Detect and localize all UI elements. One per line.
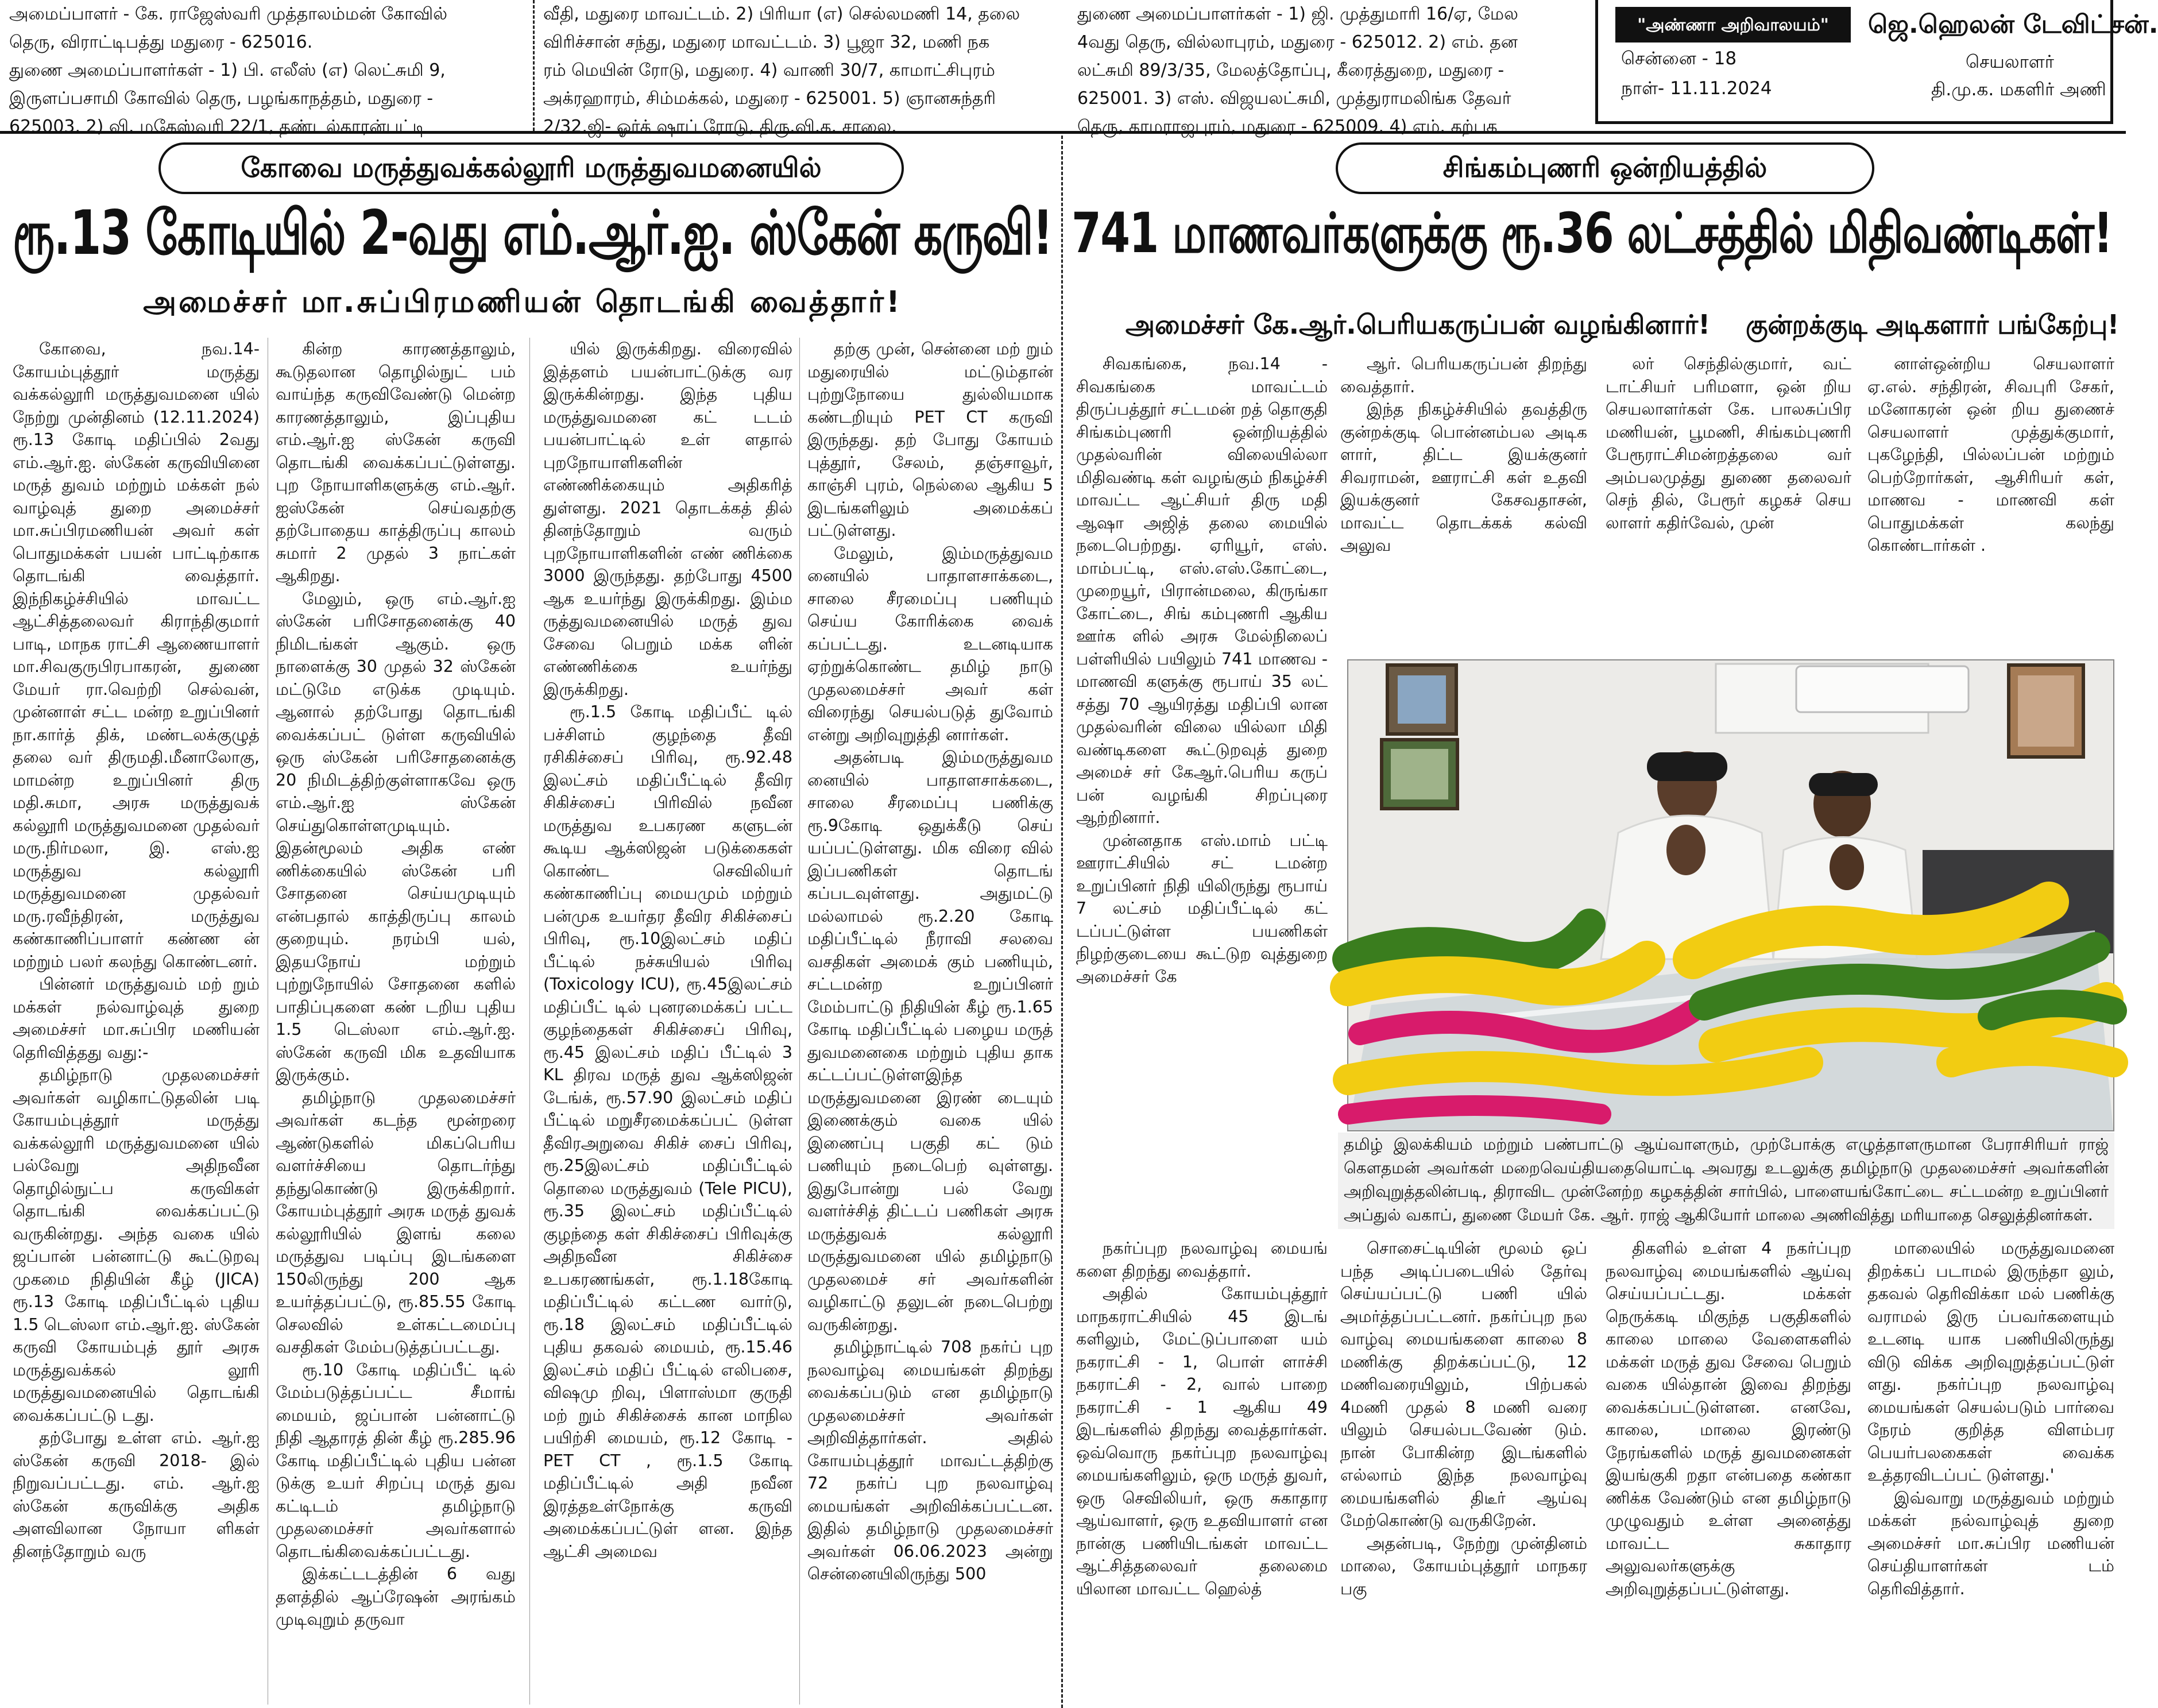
right-col-4 (1867, 353, 2114, 631)
right-subhead-a: அமைச்சர் கே.ஆர்.பெரியகருப்பன் வழங்கினார்! (1125, 309, 1711, 340)
article-paragraph: இந்த நிகழ்ச்சியில் தவத்திரு குன்றக்குடி பொன்னம்பல அடிக ளார், திட்ட இயக்குனர் சிவராமன், ஊராட்சி கள் உதவி இயக்குனர் கேசவதாசன், மாவட்ட தொடக்கக் கல்வி அலுவ (1340, 400, 1587, 555)
article-paragraph: நகர்ப்புற நலவாழ்வு மையங் களை திறந்து வைத்தார். (1076, 1239, 1328, 1281)
article-paragraph: திகளில் உள்ள 4 நகர்ப்புற நலவாழ்வு மையங்களில் ஆய்வு செய்யப்பட்டது. மக்கள் நெருக்கடி மிகுந்த பகுதிகளில் காலை மாலை வேளைகளில் மக்கள் மருத் துவ சேவை பெறும் வகை யில்தான் இவை திறந்து வைக்கப்பட்டுள்ளன. எனவே, காலை, மாலை இரண்டு நேரங்களில் மருத் துவமனைகள் இயங்குகி றதா என்பதை கண்கா ணிக்க வேண்டும் என தமிழ்நாடு முழுவதும் உள்ள அனைத்து மாவட்ட சுகாதார அலுவலர்களுக்கு அறிவுறுத்தப்பட்டுள்ளது. (1606, 1239, 1851, 1598)
right-bottom-col-3 (1606, 1237, 1851, 1700)
article-paragraph: தற்கு முன், சென்னை மற் றும் மதுரையில் மட்டும்தான் புற்றுநோயை துல்லியமாக கண்டறியும் PET CT கருவி இருந்தது. தற் போது கோயம் புத்தூர், சேலம், தஞ்சாவூர், காஞ்சி புரம், நெல்லை ஆகிய 5 இடங்களிலும் அமைக்கப் பட்டுள்ளது. (807, 339, 1053, 540)
top-col-1 (9, 0, 515, 137)
text-line: 625003. 2) வி. மகேஸ்வரி 22/1, தண்டல்காரன்பட்டி (9, 117, 427, 137)
article-paragraph: பின்னர் மருத்துவம் மற் றும் மக்கள் நல்வாழ்வுத் துறை அமைச்சர் மா.சுப்பிர மணியன் தெரிவித்தது வது:- (13, 975, 260, 1062)
article-paragraph: மேலும், ஒரு எம்.ஆர்.ஐ ஸ்கேன் பரிசோதனைக்கு 40 நிமிடங்கள் ஆகும். ஒரு நாளைக்கு 30 முதல் 32 ஸ்கேன் மட்டுமே எடுக்க முடியும். ஆனால் தற்போது தொடங்கி வைக்கப்பட் டுள்ள கருவியில் ஒரு ஸ்கேன் பரிசோதனைக்கு 20 நிமிடத்திற்குள்ளாகவே ஒரு எம்.ஆர்.ஐ ஸ்கேன் செய்துகொள்ளமுடியும். இதன்மூலம் அதிக எண் ணிக்கையில் ஸ்கேன் பரி சோதனை செய்யமுடியும் என்பதால் காத்திருப்பு காலம் குறையும். நரம்பி யல், இதயநோய் மற்றும் புற்றுநோயில் சோதனை களில் பாதிப்புகளை கண் டறிய புதிய 1.5 டெஸ்லா எம்.ஆர்.ஐ. ஸ்கேன் கருவி மிக உதவியாக இருக்கும். (276, 589, 516, 1084)
text-line: 4வது தெரு, வில்லாபுரம், மதுரை - 625012. 2) எம். தன (1077, 32, 1518, 52)
text-line: அக்ரஹாரம், சிம்மக்கல், மதுரை - 625001. 5) ஞானசுந்தரி (543, 88, 996, 109)
article-paragraph: அதன்படி இம்மருத்துவம னையில் பாதாளசாக்கடை, சாலை சீரமைப்பு பணிக்கு ரூ.9கோடி ஒதுக்கீடு செய் யப்பட்டுள்ளது. மிக விரை வில் இப்பணிகள் தொடங் கப்படவுள்ளது. அதுமட்டு மல்லாமல் ரூ.2.20 கோடி மதிப்பீட்டில் நீராவி சலவை வசதிகள் அமைக் கும் பணியும், சட்டமன்ற உறுப்பினர் மேம்பாட்டு நிதியின் கீழ் ரூ.1.65 கோடி மதிப்பீட்டில் பழைய மருத் துவமனைகை மற்றும் புதிய தாக கட்டப்பட்டுள்ளஇந்த மருத்துவமனை இரண் டையும் இணைக்கும் வகை யில் இணைப்பு பகுதி கட் டும் பணியும் நடைபெற் வுள்ளது. இதுபோன்று பல் வேறு வளர்ச்சித் திட்டப் பணிகள் அரசு மருத்துவக் கல்லூரி மருத்துவமனை யில் தமிழ்நாடு முதலமைச் சர் அவர்களின் வழிகாட்டு தலுடன் நடைபெற்று வருகின்றது. (807, 748, 1053, 1334)
article-paragraph: யில் இருக்கிறது. விரைவில் இத்தளம் பயன்பாட்டுக்கு வர இருக்கின்றது. இந்த புதிய மருத்துவமனை கட் டடம் பயன்பாட்டில் உள் ளதால் புறநோயாளிகளின் எண்ணிக்கையும் அதிகரித் துள்ளது. 2021 தொடக்கத் தில் தினந்தோறும் வரும் புறநோயாளிகளின் எண் ணிக்கை 3000 இருந்தது. தற்போது 4500 ஆக உயர்ந்து இருக்கிறது. இம்ம ருத்துவமனையில் மருத் துவ சேவை பெறும் மக்க ளின் எண்ணிக்கை உயர்ந்து இருக்கிறது. (543, 339, 792, 699)
text-line: தெரு, விராட்டிபத்து மதுரை - 625016. (9, 32, 313, 52)
funeral-tribute-photo (1348, 660, 2113, 1130)
article-paragraph: தற்போது உள்ள எம். ஆர்.ஐ ஸ்கேன் கருவி 2018- இல் நிறுவப்பட்டது. எம். ஆர்.ஐ ஸ்கேன் கருவிக்கு அதிக அளவிலான நோயா ளிகள் தினந்தோறும் வரு (13, 1428, 260, 1561)
left-kicker: கோவை மருத்துவக்கல்லூரி மருத்துவமனையில் (158, 142, 904, 194)
section-divider (1061, 136, 1063, 1708)
photo-caption (1338, 1133, 2114, 1229)
box-city: சென்னை - 18 (1621, 48, 1737, 69)
text-line: 2/32.ஜி- ஓர்க் ஷாப் ரோடு, திரு.வி.க. சாலை. (543, 117, 897, 137)
box-name: ஜெ.ஹெலன் டேவிட்சன். (1868, 10, 2158, 39)
article-paragraph: தமிழ்நாடு முதலமைச்சர் அவர்கள் கடந்த மூன்றரை ஆண்டுகளில் மிகப்பெரிய வளர்ச்சியை தொடர்ந்து தந்துகொண்டு இருக்கிறார். கோயம்புத்தூர் அரசு மருத் துவக் கல்லூரியில் இளங் கலை மருத்துவ படிப்பு இடங்களை 150லிருந்து 200 ஆக உயர்த்தப்பட்டு, ரூ.85.55 கோடி செலவில் உள்கட்டமைப்பு வசதிகள் மேம்படுத்தப்பட்டது. (276, 1088, 516, 1357)
top-col-3 (1077, 0, 1583, 137)
article-paragraph: அதில் கோயம்புத்தூர் மாநகராட்சியில் 45 இடங் களிலும், மேட்டுப்பாளை யம் நகராட்சி - 1, பொள் ளாச்சி நகராட்சி - 2, வால் பாறை நகராட்சி - 1 ஆகிய 49 இடங்களில் திறந்து வைத்தார்கள். ஒவ்வொரு நகர்ப்புற நலவாழ்வு மையங்களிலும், ஒரு மருத் துவர், ஒரு செவிலியர், ஒரு சுகாதார ஆய்வாளர், ஒரு உதவியாளர் என நான்கு பணியிடங்கள் மாவட்ட ஆட்சித்தலைவர் தலைமை யிலான மாவட்ட ஹெல்த் (1076, 1284, 1328, 1598)
column-rule (529, 338, 530, 1705)
top-col-2 (543, 0, 1049, 137)
top-strip (0, 0, 2158, 137)
article-paragraph: னாள்ஒன்றிய செயலாளர் ஏ.எல். சந்திரன், சிவபுரி சேகர், மனோகரன் ஒன் றிய துணைச் செயலாளர் முத்துக்குமார், புகழேந்தி, பில்லப்பன் மற்றும் பெற்றோர்கள், ஆசிரியர் கள், மாணவ - மாணவி கள் பொதுமக்கள் கலந்து கொண்டார்கள் . (1867, 354, 2114, 555)
right-subhead-b: குன்றக்குடி அடிகளார் பங்கேற்பு! (1746, 309, 2120, 340)
article-paragraph: தமிழ்நாடு முதலமைச்சர் அவர்கள் வழிகாட்டுதலின் படி கோயம்புத்தூர் மருத்து வக்கல்லூரி மருத்துவமனை யில் பல்வேறு அதிநவீன தொழில்நுட்ப கருவிகள் தொடங்கி வைக்கப்பட்டு வருகின்றது. அந்த வகை யில் ஜப்பான் பன்னாட்டு கூட்டுறவு முகமை நிதியின் கீழ் (JICA) ரூ.13 கோடி மதிப்பீட்டில் புதிய 1.5 டெஸ்லா எம்.ஆர்.ஐ. ஸ்கேன் கருவி கோயம்புத் தூர் அரசு மருத்துவக்கல் லூரி மருத்துவமனையில் தொடங்கி வைக்கப்பட்டு டது. (13, 1065, 260, 1425)
left-col-2 (276, 338, 516, 1700)
text-line: விரிச்சான் சந்து, மதுரை மாவட்டம். 3) பூஜா 32, மணி நக (543, 32, 990, 52)
article-paragraph: ரூ.1.5 கோடி மதிப்பீட் டில் பச்சிளம் குழந்தை தீவி ரசிகிச்சைப் பிரிவு, ரூ.92.48 இலட்சம் மதிப்பீட்டில் தீவிர சிகிச்சைப் பிரிவில் நவீன மருத்துவ உபகரண களுடன் கூடிய ஆக்ஸிஜன் படுக்கைகள் கொண்ட செவிலியர் கண்காணிப்பு மையமும் மற்றும் பன்முக உயர்தர தீவிர சிகிச்சைப் பிரிவு, ரூ.10இலட்சம் மதிப் பீட்டில் நச்சுயியல் பிரிவு (Toxicology ICU), ரூ.45இலட்சம் மதிப்பீட் டில் புனரமைக்கப் பட்ட குழந்தைகள் சிகிச்சைப் பிரிவு, ரூ.45 இலட்சம் மதிப் பீட்டில் 3 KL திரவ மருத் துவ ஆக்ஸிஜன் டேங்க், ரூ.57.90 இலட்சம் மதிப் பீட்டில் மறுசீரமைக்கப்பட் டுள்ள தீவிரஅறுவை சிகிச் சைப் பிரிவு, ரூ.25இலட்சம் மதிப்பீட்டில் தொலை மருத்துவம் (Tele PICU), ரூ.35 இலட்சம் மதிப்பீட்டில் குழந்தை கள் சிகிச்சைப் பிரிவுக்கு அதிநவீன சிகிச்சை உபகரணங்கள், ரூ.1.18கோடி மதிப்பீட்டில் கட்டண வார்டு, ரூ.18 இலட்சம் மதிப்பீட்டில் புதிய தகவல் மையம், ரூ.15.46 இலட்சம் மதிப் பீட்டில் எலிபசை, விஷமு றிவு, பிளாஸ்மா குருதி மற் றும் சிகிச்சைக் கான மாநில பயிற்சி மையம், ரூ.12 கோடி - PET CT , ரூ.1.5 கோடி மதிப்பீட்டில் அதி நவீன இரத்தஉள்நோக்கு கருவி அமைக்கப்பட்டுள் ளன. இந்த ஆட்சி அமைவ (543, 702, 792, 1561)
caption-text: தமிழ் இலக்கியம் மற்றும் பண்பாட்டு ஆய்வாளரும், முற்போக்கு எழுத்தாளருமான பேராசிரியர் ராஜ் கௌதமன் அவர்கள் மறைவெய்தியதையொட்டி அவரது உடலுக்கு தமிழ்நாடு முதலமைச்சர் அவர்களின் அறிவுறுத்தலின்படி, திராவிட முன்னேற்ற கழகத்தின் சார்பில், பாளையங்கோட்டை சட்டமன்ற உறுப்பினர் அப்துல் வகாப், துணை மேயர் கே. ஆர். ராஜ் ஆகியோர் மாலை அணிவித்து மரியாதை செலுத்தினர்கள். (1344, 1135, 2109, 1224)
article-paragraph: தமிழ்நாட்டில் 708 நகர்ப் புற நலவாழ்வு மையங்கள் திறந்து வைக்கப்படும் என தமிழ்நாடு முதலமைச்சர் அவர்கள் அறிவித்தார்கள். அதில் கோயம்புத்தூர் மாவட்டத்திற்கு 72 நகர்ப் புற நலவாழ்வு மையங்கள் அறிவிக்கப்பட்டன. இதில் தமிழ்நாடு முதலமைச்சர் அவர்கள் 06.06.2023 அன்று சென்னையிலிருந்து 500 (807, 1338, 1053, 1583)
article-paragraph: சொசைட்டியின் மூலம் ஒப் பந்த அடிப்படையில் தேர்வு செய்யப்பட்டு பணி யில் அமர்த்தப்பட்டனர். நகர்ப்புற நல வாழ்வு மையங்களை காலை 8 மணிக்கு திறக்கப்பட்டு, 12 மணிவரையிலும், பிற்பகல் 4மணி முதல் 8 மணி வரை யிலும் செயல்படவேண் டும். நான் போகின்ற இடங்களில் எல்லாம் இந்த நலவாழ்வு மையங்களில் திடீர் ஆய்வு மேற்கொண்டு வருகிறேன். (1340, 1239, 1587, 1530)
article-paragraph: ரூ.10 கோடி மதிப்பீட் டில் மேம்படுத்தப்பட்ட சீமாங் மையம், ஜப்பான் பன்னாட்டு நிதி ஆதாரத் தின் கீழ் ரூ.285.96 கோடி மதிப்பீட்டில் புதிய பன்ன டுக்கு உயர் சிறப்பு மருத் துவ கட்டிடம் தமிழ்நாடு முதலமைச்சர் அவர்களால் தொடங்கிவைக்கப்பட்டது. (276, 1360, 516, 1561)
right-col-3 (1606, 353, 1851, 631)
left-subhead: அமைச்சர் மா.சுப்பிரமணியன் தொடங்கி வைத்தார்! (143, 285, 902, 319)
text-line: துணை அமைப்பாளர்கள் - 1) ஜி. முத்துமாரி 16/ஏ, மேல (1077, 4, 1518, 24)
box-role: செயலாளர் (1966, 52, 2054, 72)
signature-box (1595, 0, 2158, 124)
right-col-1 (1076, 353, 1328, 1189)
news-photo (1347, 659, 2114, 1131)
left-col-3 (543, 338, 792, 1700)
text-line: 625001. 3) எஸ். விஜயலட்சுமி, முத்துராமலிங்க தேவர் (1077, 88, 1511, 109)
left-col-4 (807, 338, 1053, 1700)
right-headline: 741 மாணவர்களுக்கு ரூ.36 லட்சத்தில் மிதிவண்டிகள்! (1072, 201, 2112, 265)
text-line: லட்சுமி 89/3/35, மேலத்தோப்பு, கீரைத்துறை, மதுரை - (1077, 60, 1505, 80)
text-line: தெரு, காமராஜபுரம், மதுரை - 625009. 4) எம். கற்பக (1077, 117, 1498, 137)
box-wing: தி.மு.க. மகளிர் அணி (1931, 79, 2106, 100)
right-bottom-col-1 (1076, 1237, 1328, 1700)
article-paragraph: கோவை, நவ.14- கோயம்புத்தூர் மருத்து வக்கல்லூரி மருத்துவமனை யில் நேற்று முன்தினம் (12.11.2024) ரூ.13 கோடி மதிப்பில் 2வது எம்.ஆர்.ஐ. ஸ்கேன் கருவியினை மருத் துவம் மற்றும் மக்கள் நல் வாழ்வுத் துறை அமைச்சர் மா.சுப்பிரமணியன் அவர் கள் பொதுமக்கள் பயன் பாட்டிற்காக தொடங்கி வைத்தார். இந்நிகழ்ச்சியில் மாவட்ட ஆட்சித்தலைவர் கிராந்திகுமார் பாடி, மாநக ராட்சி ஆணையாளர் மா.சிவகுருபிரபாகரன், துணை மேயர் ரா.வெற்றி செல்வன், முன்னாள் சட்ட மன்ற உறுப்பினர் நா.கார்த் திக், மண்டலக்குழுத் தலை வர் திருமதி.மீனாலோகு, மாமன்ற உறுப்பினர் திரு மதி.சுமா, அரசு மருத்துவக் கல்லூரி மருத்துவமனை முதல்வர் மரு.நிர்மலா, இ. எஸ்.ஐ மருத்துவ கல்லூரி மருத்துவமனை முதல்வர் மரு.ரவீந்திரன், மருத்துவ கண்காணிப்பாளர் கண்ண ன் மற்றும் பலர் கலந்து கொண்டனர். (13, 339, 260, 971)
right-bottom-col-4 (1867, 1237, 2114, 1700)
left-col-1 (13, 338, 260, 1700)
article-paragraph: லர் செந்தில்குமார், வட் டாட்சியர் பரிமளா, ஒன் றிய செயலாளர்கள் கே. பாலசுப்பிர மணியன், பூமணி, சிங்கம்புணரி பேரூராட்சிமன்றத்தலை வர் அம்பலமுத்து துணை தலைவர் செந் தில், பேரூர் கழகச் செய லாளர் கதிர்வேல், முன் (1606, 354, 1851, 532)
left-headline: ரூ.13 கோடியில் 2-வது எம்.ஆர்.ஐ. ஸ்கேன் கருவி! (13, 198, 1053, 268)
right-bottom-col-2 (1340, 1237, 1587, 1700)
article-paragraph: கின்ற காரணத்தாலும், கூடுதலான தொழில்நுட் பம் வாய்ந்த கருவிவேண்டு மென்ற காரணத்தாலும், இப்புதிய எம்.ஆர்.ஐ ஸ்கேன் கருவி தொடங்கி வைக்கப்பட்டுள்ளது. புற நோயாளிகளுக்கு எம்.ஆர். ஐஸ்கேன் செய்வதற்கு தற்போதைய காத்திருப்பு காலம் சுமார் 2 முதல் 3 நாட்கள் ஆகிறது. (276, 339, 516, 585)
article-paragraph: இக்கட்டடத்தின் 6 வது தளத்தில் ஆப்ரேஷன் அரங்கம் முடிவுறும் தருவா (276, 1564, 516, 1629)
box-banner: "அண்ணா அறிவாலயம்" (1615, 7, 1851, 42)
text-line: துணை அமைப்பாளர்கள் - 1) பி. எலீஸ் (எ) லெட்சுமி 9, (9, 60, 446, 80)
right-col-2 (1340, 353, 1587, 631)
text-line: வீதி, மதுரை மாவட்டம். 2) பிரியா (எ) செல்லமணி 14, தலை (543, 4, 1020, 24)
article-paragraph: அதன்படி, நேற்று முன்தினம் மாலை, கோயம்புத்தூர் மாநகர பகு (1340, 1533, 1587, 1598)
article-paragraph: மாலையில் மருத்துவமனை திறக்கப் படாமல் இருந்தா லும், தகவல் தெரிவிக்கா மல் பணிக்கு வராமல் இரு ப்பவர்களையும் உடனடி யாக பணியிலிருந்து விடு விக்க அறிவுறுத்தப்பட்டுள் ளது. நகர்ப்புற நலவாழ்வு மையங்கள் செயல்படும் பார்வை நேரம் குறித்த விளம்பர பெயர்பலகைகள் வைக்க உத்தரவிடப்பட் டுள்ளது.' (1867, 1239, 2114, 1485)
right-kicker: சிங்கம்புணரி ஒன்றியத்தில் (1336, 142, 1874, 194)
column-rule (799, 338, 800, 1705)
article-paragraph: இவ்வாறு மருத்துவம் மற்றும் மக்கள் நல்வாழ்வுத் துறை அமைச்சர் மா.சுப்பிர மணியன் செய்தியாளர்கள் டம் தெரிவித்தார். (1867, 1488, 2114, 1598)
text-line: அமைப்பாளர் - கே. ராஜேஸ்வரி முத்தாலம்மன் கோவில் (9, 4, 448, 24)
article-paragraph: முன்னதாக எஸ்.மாம் பட்டி ஊராட்சியில் சட் டமன்ற உறுப்பினர் நிதி யிலிருந்து ரூபாய் 7 லட்சம் மதிப்பீட்டில் கட் டப்பட்டுள்ள பயணிகள் நிழற்குடையை கூட்டுற வுத்துறை அமைச்சர் கே (1076, 830, 1328, 986)
text-line: ரம் மெயின் ரோடு, மதுரை. 4) வாணி 30/7, காமாட்சிபுரம் (543, 60, 995, 80)
column-divider (533, 0, 535, 131)
divider (0, 131, 2126, 134)
box-date: நாள்- 11.11.2024 (1621, 78, 1772, 99)
article-paragraph: ஆர். பெரியகருப்பன் திறந்து வைத்தார். (1340, 354, 1587, 396)
article-paragraph: சிவகங்கை, நவ.14 - சிவகங்கை மாவட்டம் திருப்பத்தூர் சட்டமன் றத் தொகுதி சிங்கம்புணரி ஒன்றியத்தில் முதல்வரின் விலையில்லா மிதிவண்டி கள் வழங்கும் நிகழ்ச்சி மாவட்ட ஆட்சியர் திரு மதி ஆஷா அஜித் தலை மையில் நடைபெற்றது. ஏரியூர், எஸ். மாம்பட்டி, எஸ்.எஸ்.கோட்டை, முறையூர், பிரான்மலை, கிருங்கா கோட்டை, சிங் கம்புணரி ஆகிய ஊர்க ளில் அரசு மேல்நிலைப் பள்ளியில் பயிலும் 741 மாணவ - மாணவி களுக்கு ரூபாய் 35 லட் சத்து 70 ஆயிரத்து மதிப்பி லான முதல்வரின் விலை யில்லா மிதி வண்டிகளை கூட்டுறவுத் துறை அமைச் சர் கேஆர்.பெரிய கருப் பன் வழங்கி சிறப்புரை ஆற்றினார். (1076, 354, 1328, 827)
text-line: இருளப்பசாமி கோவில் தெரு, பழங்காநத்தம், மதுரை - (9, 88, 434, 109)
article-paragraph: மேலும், இம்மருத்துவம னையில் பாதாளசாக்கடை, சாலை சீரமைப்பு பணியும் செய்ய கோரிக்கை வைக் கப்பட்டது. உடனடியாக ஏற்றுக்கொண்ட தமிழ் நாடு முதலமைச்சர் அவர் கள் விரைந்து செயல்படுத் துவோம் என்று அறிவுறுத்தி னார்கள். (807, 543, 1053, 744)
